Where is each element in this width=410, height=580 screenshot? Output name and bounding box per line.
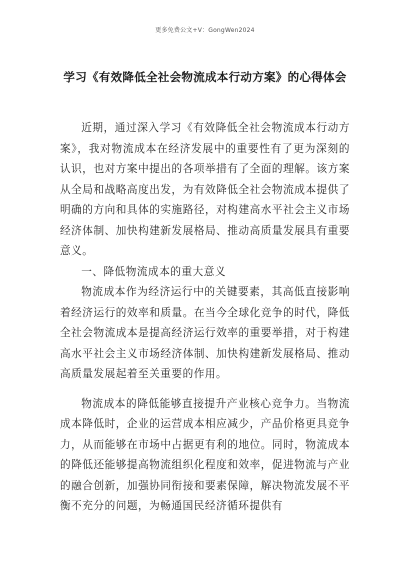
document-body: [60, 118, 350, 517]
header-note: 更多免费公文+V：GongWen2024: [155, 27, 255, 34]
intro-paragraph: 近期，通过深入学习《有效降低全社会物流成本行动方案》，我对物流成本在经济发展中的重要性有了更为深刻的认识，也对方案中提出的各项举措有了全面的理解。该方案从全局和战略高度出发，为有效降低全社会物流成本提供了明确的方向和具体的实施路径，对构建高水平社会主义市场经济体制、加快构建新发展格局、推动高质量发展具有重要意义。: [60, 122, 350, 257]
body-paragraph-2: 物流成本的降低能够直接提升产业核心竞争力。当物流成本降低时，企业的运营成本相应减少，产品价格更具竞争力，从而能够在市场中占据更有利的地位。同时，物流成本的降低还能够提高物流组织化程度和效率，促进物流与产业的融合创新，加强协同衔接和要素保障，解决物流发展不平衡不充分的问题，为畅通国民经济循环提供有: [60, 397, 350, 512]
body-paragraph-1: 物流成本作为经济运行中的关键要素，其高低直接影响着经济运行的效率和质量。在当今全球化竞争的时代，降低全社会物流成本是提高经济运行效率的重要举措，对于构建高水平社会主义市场经济体制、加快构建新发展格局、推动高质量发展起着至关重要的作用。: [60, 286, 350, 380]
section-heading-1: 一、降低物流成本的重大意义: [81, 265, 227, 278]
document-title: 学习《有效降低全社会物流成本行动方案》的心得体会: [63, 70, 347, 84]
